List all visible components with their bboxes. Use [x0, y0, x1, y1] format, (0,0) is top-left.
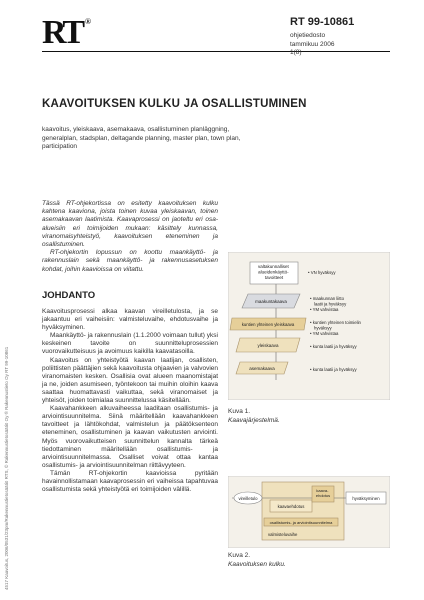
figure1-caption-label: Kuva 1. [228, 408, 251, 415]
side-imprint: 4517 Kaavoitus, 2006/0531/23pm/Rakennustietosäätiö RTS, © Rakennustietosäätiö Oy ® Rakennustieto Oy RT 99-10861 [4, 346, 9, 590]
header-divider [42, 51, 390, 52]
master-plan-label: yleiskaava [257, 343, 279, 348]
page-title: KAAVOITUKSEN KULKU JA OSALLISTUMINEN [42, 98, 307, 110]
decision-label: kaava- ehdotus [315, 488, 331, 498]
registered-mark: ® [85, 17, 92, 26]
body-paragraph: Maankäyttö- ja rakennuslain (1.1.2000 voimaan tullut) yksi keskeinen tavoite on suunnitteluprosessien vuorovaikutteisuus ja avoimuus kaikilla kaavatasoilla. [42, 332, 218, 356]
joint-master-plan-label: kuntien yhteinen yleiskaava [241, 322, 295, 327]
joint-note-3: • YM vahvistaa [310, 331, 339, 336]
approval-label: hyväksyminen [352, 496, 380, 501]
start-label: vireilletulo [238, 496, 258, 501]
rt-card-number: RT 99-10861 [290, 16, 355, 28]
figure-planning-system [228, 252, 390, 400]
rt-logo: RT ® [42, 14, 92, 51]
town-note: • kunta laatii ja hyväksyy [310, 367, 357, 372]
town-plan-label: asemakaava [249, 366, 275, 371]
regional-note-2: laatii ja hyväksyy [314, 301, 347, 307]
oas-label: osallistumis- ja arviointisuunnitelma [269, 520, 333, 525]
meta-date: tammikuu 2006 [290, 40, 335, 48]
preparation-phase-label: valmisteluvaihe [268, 532, 298, 537]
intro-paragraph: RT-ohjekortin lopussun on koottu maankäyttö- ja rakennuslain sekä maankäyttö- ja rakennusasetuksen kohdat, joihin kaavioissa on viitattu. [42, 249, 218, 273]
card-meta [290, 32, 334, 58]
body-paragraph: Tämän RT-ohjekortin kaavioissa pyritään havainnollistamaan kaavaprosessin eri vaiheissa tapahtuvaa osallistumista sekä yhteistyötä eri toimijoiden välillä. [42, 469, 218, 494]
meta-pages: 1(8) [290, 49, 302, 56]
keywords: kaavoitus, yleiskaava, asemakaava, osallistuminen planläggning, generalplan, stadsplan, deltagande planning, master plan, town plan, participation [42, 126, 241, 150]
body-paragraph: Kaavoitus on yhteistyötä kaavan laatijan, osallisten, poliittisten päättäjien sekä kaavoitusta ohjaavien ja valvovien viranomaisten kesken. Osallisia ovat alueen maanomistajat ja ne, joiden asumiseen, työntekoon tai muihin oloihin kaava saattaa huomattavasti vaikuttaa, sekä viranomaiset ja yhteisöt, joiden toimialaa suunnittelussa käsitellään. [42, 356, 218, 405]
regional-note-1: • maakunnan liitto [310, 296, 344, 301]
joint-note-2: hyväksyy [314, 325, 332, 331]
national-note: • VN hyväksyy [308, 270, 336, 275]
figure2-caption-text: Kaavoituksen kulku. [228, 560, 286, 568]
figure2-caption-label: Kuva 2. [228, 552, 251, 559]
proposal-label: kaavaehdotus [277, 504, 305, 509]
section-body [42, 308, 218, 494]
figure2-caption [228, 552, 286, 569]
figure-planning-process [228, 476, 390, 548]
intro-text [42, 200, 218, 274]
regional-plan-label: maakuntakaava [255, 299, 287, 304]
joint-note-1: • kuntien yhteinen toimielin [310, 320, 361, 325]
figure1-caption-text: Kaavajärjestelmä. [228, 416, 280, 424]
national-goals-label: valtakunnalliset alueidenkäyttö- tavoitteet [257, 264, 289, 280]
section-title: JOHDANTO [42, 290, 96, 301]
master-note: • kunta laatii ja hyväksyy [310, 344, 357, 349]
body-paragraph: Kaavoitusprosessi alkaa kaavan vireilletulosta, ja se jakaantuu eri vaiheisiin: valmisteluvaihe, ehdotusvaihe ja hyväksyminen. [42, 308, 218, 332]
regional-note-3: • YM vahvistaa [310, 307, 339, 312]
figure1-caption [228, 408, 280, 425]
meta-type: ohjetiedosto [290, 32, 326, 39]
intro-paragraph: Tässä RT-ohjekortissa on esitetty kaavoituksen kulku kahtena kaaviona, joista toinen kuvaa yleiskaavan, toinen asemakaavan laatimista. Kaavaprosessi on jaoteltu eri osa-alueisiin eri toimijoiden mukaan: käsittely kunnassa, viranomaisyhteistyö, kaavoituksen eteneminen ja osallistuminen. [42, 200, 218, 249]
body-paragraph: Kaavahankkeen alkuvaiheessa laaditaan osallistumis- ja arviointisuunnitelma. Siinä määritellään kaavahankkeen tavoitteet ja lähtökohdat, valmistelun ja päätöksenteon eteneminen, osallistuminen ja kaavan vaikutusten arviointi. Myös vuorovaikutteisen suunnittelun kannalta tärkeä tiedottaminen määritellään osallistumis- ja arviointisuunnitelmassa. Osalliset voivat ottaa kantaa osallistumis- ja arviointisuunnitelman riittävyyteen. [42, 405, 218, 469]
